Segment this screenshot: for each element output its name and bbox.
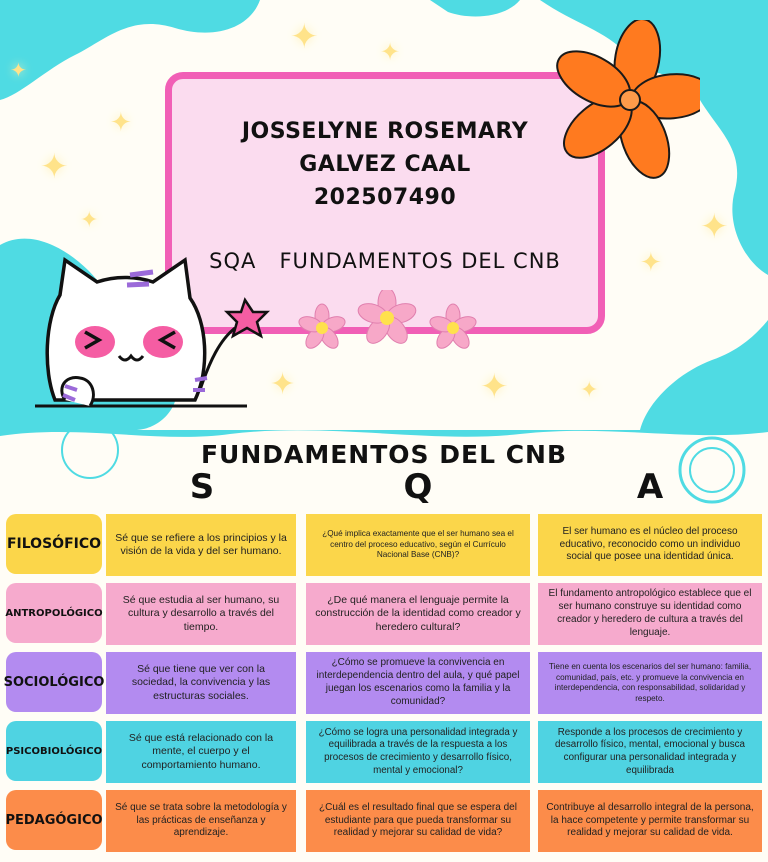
cell-s: Sé que estudia al ser humano, su cultura y desarrollo a través del tiempo. <box>106 583 296 645</box>
subtitle-text: FUNDAMENTOS DEL CNB <box>279 249 561 273</box>
student-id: 202507490 <box>313 185 457 210</box>
student-name-line2: GALVEZ CAAL <box>299 152 471 177</box>
cell-q: ¿Cómo se logra una personalidad integrada y equilibrada a través de la respuesta a los procesos de crecimiento y desarrollo físico, mental y emocional? <box>306 721 530 783</box>
cell-q: ¿Cómo se promueve la convivencia en interdependencia dentro del aula, y qué papel juegan los escenarios como la familia y la comunidad? <box>306 652 530 714</box>
table-row <box>0 583 768 645</box>
section-title: FUNDAMENTOS DEL CNB <box>200 440 568 469</box>
row-label-sociologico: SOCIOLÓGICO <box>6 652 102 712</box>
table-row <box>0 514 768 576</box>
cell-s: Sé que se trata sobre la metodología y las prácticas de enseñanza y aprendizaje. <box>106 790 296 852</box>
column-header-q: Q <box>403 467 433 507</box>
orange-flower-icon <box>550 20 700 180</box>
cell-a: Tiene en cuenta los escenarios del ser humano: familia, comunidad, país, etc. y promueve la convivencia en interdependencia, con responsabilidad, solidaridad y respeto. <box>538 652 762 714</box>
cell-s: Sé que está relacionado con la mente, el cuerpo y el comportamiento humano. <box>106 721 296 783</box>
sparkle-star-icon: ✦ <box>40 147 69 187</box>
column-header-s: S <box>189 467 215 507</box>
student-name-line1: JOSSELYNE ROSEMARY <box>241 119 529 144</box>
column-header-a: A <box>636 467 664 507</box>
sparkle-star-icon: ✦ <box>580 378 599 403</box>
pink-daisy-icon <box>356 290 419 348</box>
cat-sticker-icon <box>35 250 275 430</box>
pink-daisy-icon <box>428 304 478 352</box>
pink-daisies <box>295 290 485 360</box>
sparkle-star-icon: ✦ <box>380 38 401 66</box>
subtitle-abbr: SQA <box>209 249 257 273</box>
sparkle-star-icon: ✦ <box>640 248 662 278</box>
sparkle-star-icon: ✦ <box>10 58 27 82</box>
sparkle-star-icon: ✦ <box>270 367 296 402</box>
sparkle-star-icon: ✦ <box>110 108 132 138</box>
row-label-pedagogico: PEDAGÓGICO <box>6 790 102 850</box>
cell-a: El fundamento antropológico establece que el ser humano construye su identidad como creador y heredero de cultura a través del lenguaje. <box>538 583 762 645</box>
row-label-filosofico: FILOSÓFICO <box>6 514 102 574</box>
pink-daisy-icon <box>297 304 347 352</box>
cell-q: ¿Qué implica exactamente que el ser humano sea el centro del proceso educativo, según el Currículo Nacional Base (CNB)? <box>306 514 530 576</box>
cell-s: Sé que tiene que ver con la sociedad, la convivencia y las estructuras sociales. <box>106 652 296 714</box>
sparkle-star-icon: ✦ <box>290 17 319 57</box>
cell-a: Contribuye al desarrollo integral de la persona, la hace competente y permite transformar su realidad y mejorar su calidad de vida. <box>538 790 762 852</box>
cover-background <box>0 0 768 430</box>
cell-a: El ser humano es el núcleo del proceso educativo, reconocido como un individuo social que posee una identidad única. <box>538 514 762 576</box>
sparkle-star-icon: ✦ <box>480 367 509 407</box>
cell-q: ¿De qué manera el lenguaje permite la construcción de la identidad como creador y heredero cultural? <box>306 583 530 645</box>
sparkle-star-icon: ✦ <box>80 208 99 233</box>
row-label-psicobiologico: PSICOBIOLÓGICO <box>6 721 102 781</box>
row-label-antropologico: ANTROPOLÓGICO <box>6 583 102 643</box>
table-row <box>0 790 768 852</box>
sparkle-star-icon: ✦ <box>700 207 729 247</box>
cell-a: Responde a los procesos de crecimiento y desarrollo físico, mental, emocional y busca configurar una personalidad integrada y equilibrada <box>538 721 762 783</box>
cell-q: ¿Cuál es el resultado final que se espera del estudiante para que pueda transformar su realidad y mejorar su calidad de vida? <box>306 790 530 852</box>
table-row <box>0 652 768 714</box>
cell-s: Sé que se refiere a los principios y la visión de la vida y del ser humano. <box>106 514 296 576</box>
table-row <box>0 721 768 783</box>
